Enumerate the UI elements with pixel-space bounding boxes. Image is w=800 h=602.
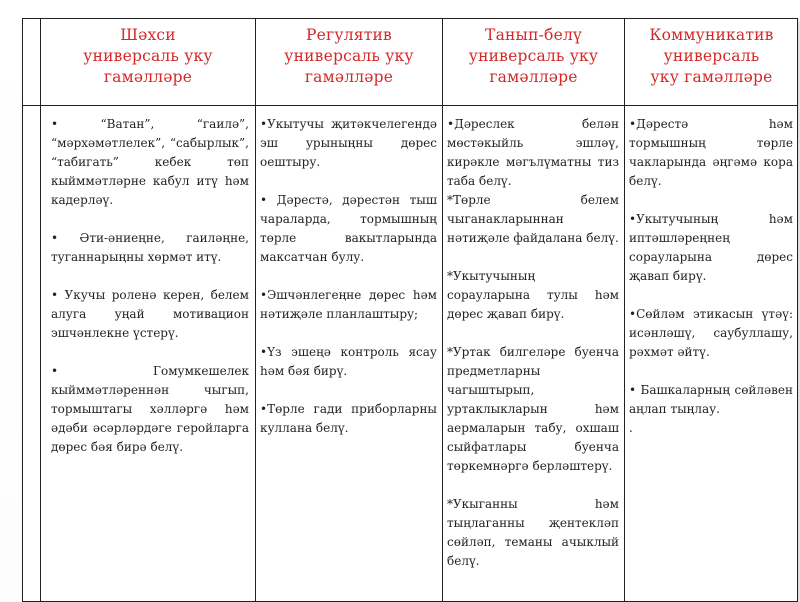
list-item: • Башкаларның сөйләвен аңлап тыңлау. xyxy=(629,383,793,416)
list-item: • Әти-әниеңне, гаиләңне, туганнарыңны хөрмәт итү. xyxy=(51,231,249,264)
header-line: универсаль xyxy=(663,47,760,65)
cell-communicative xyxy=(629,115,793,438)
list-item: . xyxy=(629,421,633,435)
column-divider xyxy=(40,19,41,601)
header-regulative xyxy=(257,25,441,88)
uud-table xyxy=(22,18,798,602)
list-item: •Үз эшеңә контроль ясау һәм бәя бирү. xyxy=(260,345,437,378)
list-item: *Уртак билгеләре буенча предметларны чагыштырып, уртаклыкларын һәм аермаларын табу, охшаш сыйфатлары буенча төркемнәргә берләштерү. xyxy=(447,345,619,473)
list-item: • “Ватан”, “гаилә”, “мәрхәмәтлелек”, “сабырлык”, “табигать” кебек төп кыйммәтләрне кабул итү һәм кадерләү. xyxy=(51,117,249,207)
list-item: •Укытучы җитәкчелегендә эш урыныңны дөрес оештыру. xyxy=(260,117,437,169)
header-line: Регулятив xyxy=(306,26,392,44)
header-personal xyxy=(42,25,254,88)
column-divider xyxy=(442,19,443,601)
list-item: •Дәрестә һәм тормышның төрле чакларында әңгәмә кора белү. xyxy=(629,117,793,188)
header-line: Танып-белү xyxy=(485,26,582,44)
header-communicative xyxy=(626,25,797,88)
header-line: Коммуникатив xyxy=(649,26,774,44)
header-line: Шәхси xyxy=(120,26,176,44)
cell-personal xyxy=(51,115,249,457)
column-divider xyxy=(255,19,256,601)
list-item: • Укучы роленә керен, белем алуга уңай мотивацион эшчәнлекне үстерү. xyxy=(51,288,249,340)
list-item: *Укыганны һәм тыңлаганны җентекләп сөйләп, теманы ачыклый белү. xyxy=(447,497,619,568)
list-item: *Укытучының сорауларына тулы һәм дөрес җавап бирү. xyxy=(447,269,619,321)
list-item: •Сөйләм этикасын үтәү: исәнләшү, саубуллашу, рәхмәт әйтү. xyxy=(629,307,793,359)
list-item: •Укытучының һәм иптәшләреңнең сорауларына дөрес җавап бирү. xyxy=(629,212,793,283)
header-line: универсаль уку xyxy=(83,47,213,65)
header-cognitive xyxy=(444,25,623,88)
header-line: гамәлләре xyxy=(103,68,193,86)
header-line: универсаль уку xyxy=(284,47,414,65)
list-item: •Төрле гади приборларны куллана белү. xyxy=(260,402,437,435)
header-line: гамәлләре xyxy=(489,68,578,86)
header-divider xyxy=(23,105,797,106)
list-item: •Дәреслек белән мөстәкыйль эшләү, кирәкле мәгълүматны тиз таба белү. xyxy=(447,117,619,188)
cell-regulative xyxy=(260,115,437,438)
header-line: уку гамәлләре xyxy=(650,68,773,86)
cell-cognitive xyxy=(447,115,619,571)
list-item: •Эшчәнлегеңне дөрес һәм нәтиҗәле планлаштыру; xyxy=(260,288,437,321)
list-item: *Төрле белем чыганакларыннан нәтиҗәле файдалана белү. xyxy=(447,193,619,245)
list-item: • Дәрестә, дәрестән тыш чараларда, тормышның төрле вакытларында максатчан булу. xyxy=(260,193,437,264)
header-line: гамәлләре xyxy=(304,68,394,86)
header-line: универсаль уку xyxy=(468,47,599,65)
column-divider xyxy=(624,19,625,601)
list-item: • Гомумкешелек кыйммәтләреннән чыгып, тормыштагы хәлләргә һәм әдәби әсәрләрдәге геройларга дөрес бәя бирә белү. xyxy=(51,364,249,454)
